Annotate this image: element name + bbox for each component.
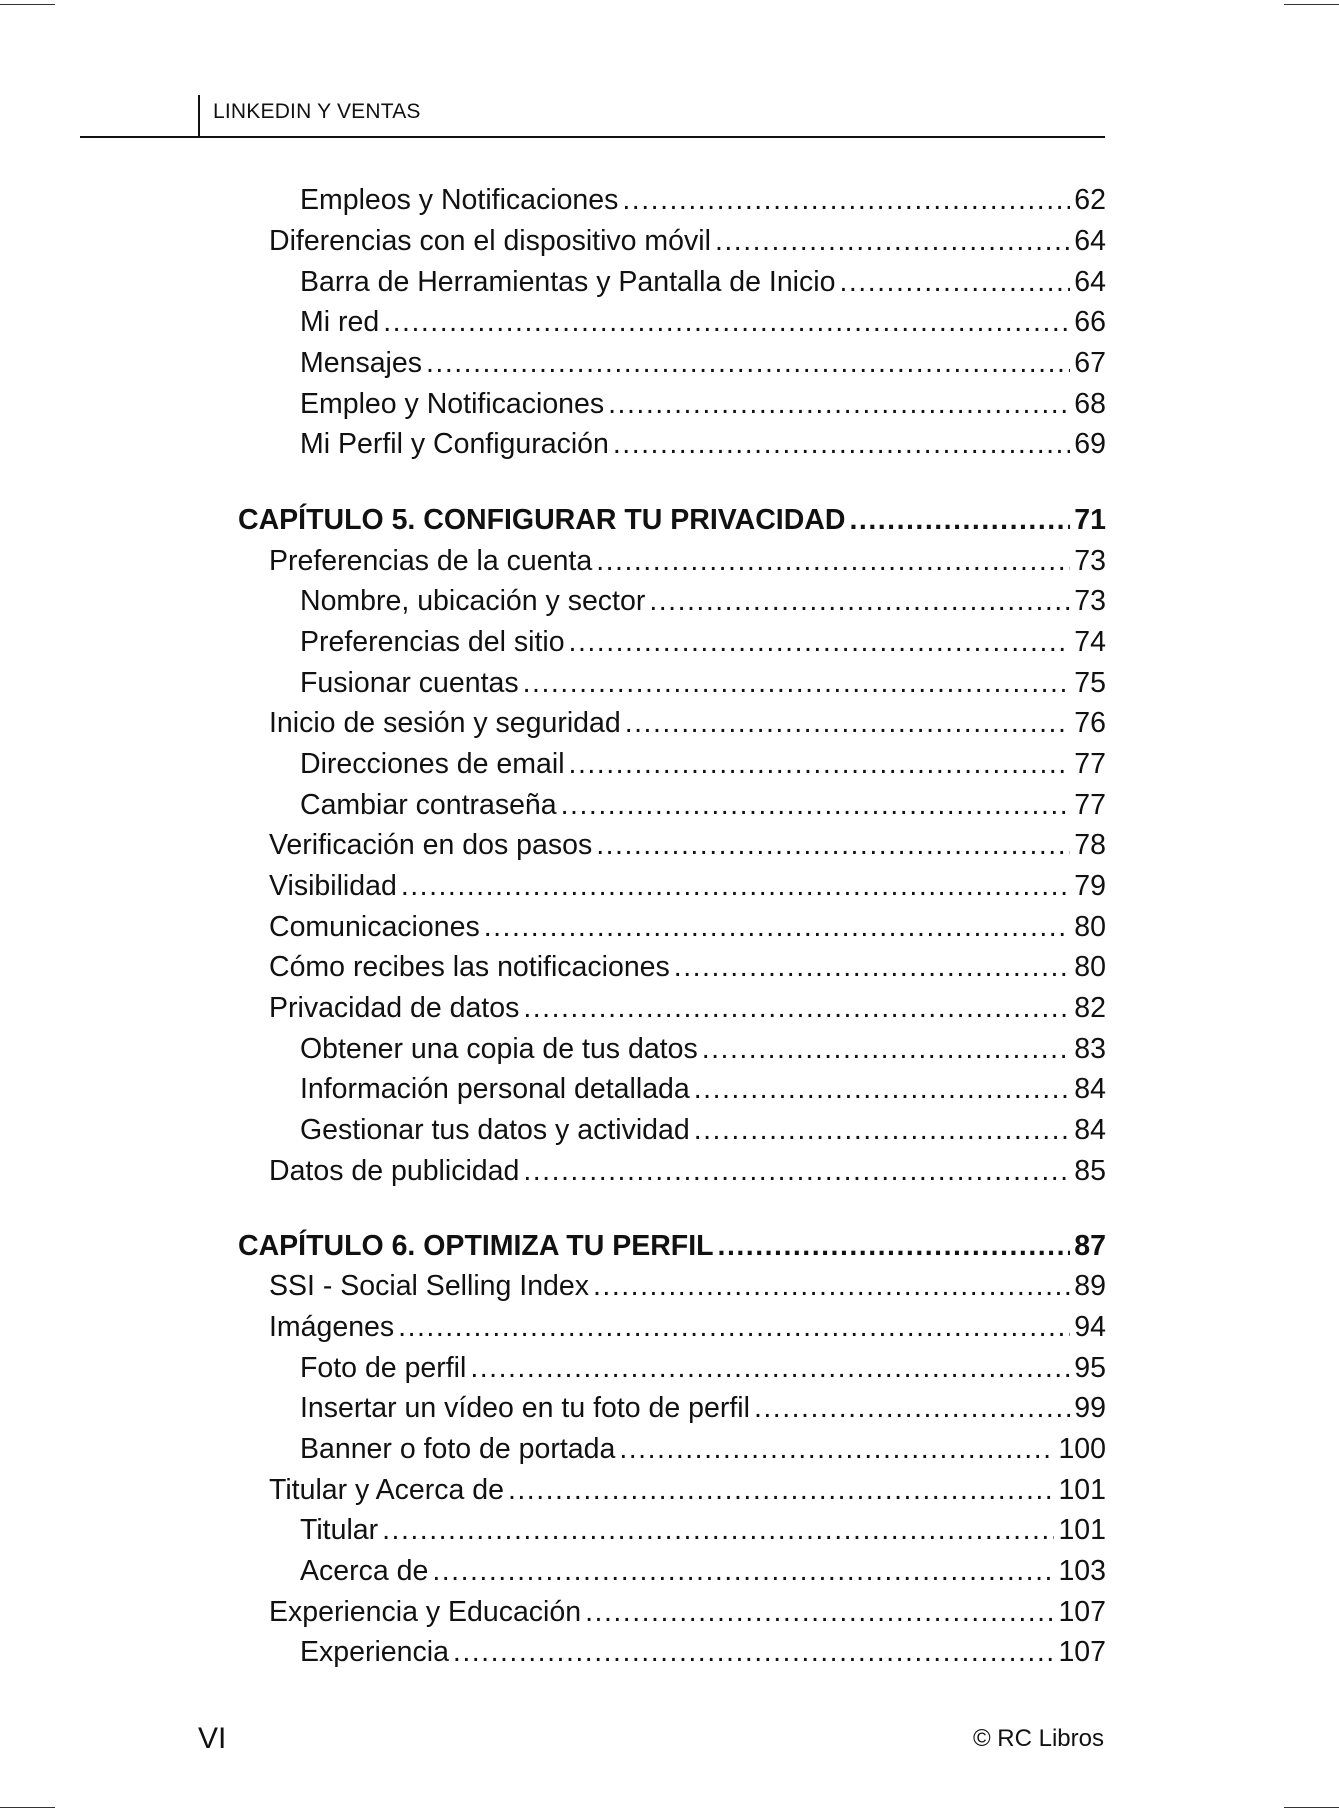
toc-entry-page: 107 <box>1058 1596 1106 1628</box>
toc-leader-dots <box>426 343 1070 383</box>
toc-entry <box>300 1510 1106 1550</box>
toc-leader-dots <box>613 424 1070 464</box>
toc-leader-dots <box>596 825 1070 865</box>
toc-entry <box>269 1307 1106 1347</box>
toc-entry <box>300 1348 1106 1388</box>
toc-entry-title: Mi Perfil y Configuración <box>300 428 609 460</box>
toc-entry-page: 73 <box>1074 585 1106 617</box>
toc-entry-page: 77 <box>1074 748 1106 780</box>
toc-entry-title: Empleo y Notificaciones <box>300 388 605 420</box>
toc-entry-page: 68 <box>1074 388 1106 420</box>
toc-leader-dots <box>754 1388 1070 1428</box>
toc-leader-dots <box>674 947 1071 987</box>
toc-entry <box>300 785 1106 825</box>
toc-entry <box>300 262 1106 302</box>
toc-leader-dots <box>585 1592 1054 1632</box>
toc-leader-dots <box>453 1632 1055 1672</box>
toc-entry <box>300 1069 1106 1109</box>
toc-entry <box>269 988 1106 1028</box>
crop-mark-bottom-right <box>1284 1807 1339 1808</box>
toc-entry-page: 101 <box>1058 1474 1106 1506</box>
toc-leader-dots <box>470 1348 1070 1388</box>
toc-entry <box>269 1470 1106 1510</box>
toc-entry <box>269 866 1106 906</box>
toc-entry-title: Diferencias con el dispositivo móvil <box>269 225 711 257</box>
toc-entry-page: 77 <box>1074 789 1106 821</box>
toc-leader-dots <box>484 907 1071 947</box>
toc-entry-page: 78 <box>1074 829 1106 861</box>
toc-entry-title: Barra de Herramientas y Pantalla de Inicio <box>300 266 836 298</box>
toc-leader-dots <box>523 663 1071 703</box>
toc-leader-dots <box>401 866 1070 906</box>
toc-entry-page: 80 <box>1074 951 1106 983</box>
toc-entry-title: Cómo recibes las notificaciones <box>269 951 670 983</box>
toc-entry-title: Preferencias del sitio <box>300 626 565 658</box>
publisher-credit: © RC Libros <box>972 1725 1104 1752</box>
toc-entry-title: Titular <box>300 1514 379 1546</box>
toc-leader-dots <box>569 744 1071 784</box>
toc-leader-dots <box>593 1266 1070 1306</box>
toc-entry-title: Empleos y Notificaciones <box>300 184 619 216</box>
toc-entry-page: 76 <box>1074 707 1106 739</box>
toc-entry-title: Acerca de <box>300 1555 429 1587</box>
toc-entry-page: 107 <box>1058 1636 1106 1668</box>
toc-entry <box>300 180 1106 220</box>
toc-entry-title: Banner o foto de portada <box>300 1433 616 1465</box>
toc-entry-page: 67 <box>1074 347 1106 379</box>
toc-entry <box>300 622 1106 662</box>
toc-leader-dots <box>694 1110 1071 1150</box>
toc-entry-page: 64 <box>1074 225 1106 257</box>
page-folio: VI <box>198 1722 227 1755</box>
toc-entry-page: 80 <box>1074 911 1106 943</box>
toc-entry <box>300 1551 1106 1591</box>
toc-entry-title: Nombre, ubicación y sector <box>300 585 646 617</box>
toc-leader-dots <box>649 581 1070 621</box>
toc-entry-page: 99 <box>1074 1392 1106 1424</box>
toc-entry-title: Privacidad de datos <box>269 992 520 1024</box>
toc-entry-title: Insertar un vídeo en tu foto de perfil <box>300 1392 750 1424</box>
crop-mark-bottom-left <box>0 1807 55 1808</box>
toc-entry-page: 84 <box>1074 1073 1106 1105</box>
toc-entry-page: 71 <box>1074 504 1106 536</box>
toc-entry-page: 84 <box>1074 1114 1106 1146</box>
toc-entry-page: 69 <box>1074 428 1106 460</box>
toc-entry-page: 89 <box>1074 1270 1106 1302</box>
toc-leader-dots <box>715 221 1070 261</box>
toc-entry-title: Experiencia y Educación <box>269 1596 582 1628</box>
toc-chapter-entry <box>238 1226 1106 1266</box>
toc-entry <box>269 221 1106 261</box>
toc-entry-page: 85 <box>1074 1155 1106 1187</box>
toc-leader-dots <box>523 1151 1070 1191</box>
toc-entry <box>269 907 1106 947</box>
toc-entry-page: 62 <box>1074 184 1106 216</box>
toc-entry-title: Verificación en dos pasos <box>269 829 593 861</box>
toc-entry-page: 83 <box>1074 1033 1106 1065</box>
toc-entry-title: Experiencia <box>300 1636 449 1668</box>
toc-entry-page: 66 <box>1074 306 1106 338</box>
toc-entry <box>300 302 1106 342</box>
toc-entry-title: Preferencias de la cuenta <box>269 545 593 577</box>
toc-entry-title: Titular y Acerca de <box>269 1474 504 1506</box>
toc-leader-dots <box>608 384 1070 424</box>
toc-leader-dots <box>596 541 1070 581</box>
toc-entry-page: 101 <box>1058 1514 1106 1546</box>
toc-entry-title: CAPÍTULO 6. OPTIMIZA TU PERFIL <box>238 1230 714 1262</box>
toc-leader-dots <box>849 500 1070 540</box>
toc-leader-dots <box>569 622 1071 662</box>
toc-entry-title: Mi red <box>300 306 380 338</box>
toc-entry-title: Foto de perfil <box>300 1352 467 1384</box>
toc-leader-dots <box>718 1226 1071 1266</box>
toc-leader-dots <box>702 1029 1071 1069</box>
toc-leader-dots <box>622 180 1070 220</box>
toc-entry-page: 103 <box>1058 1555 1106 1587</box>
toc-entry-title: Visibilidad <box>269 870 397 902</box>
toc-entry <box>300 384 1106 424</box>
toc-entry <box>300 1029 1106 1069</box>
toc-leader-dots <box>508 1470 1054 1510</box>
toc-leader-dots <box>398 1307 1070 1347</box>
toc-entry-title: Cambiar contraseña <box>300 789 557 821</box>
toc-entry <box>300 343 1106 383</box>
toc-entry-title: Comunicaciones <box>269 911 480 943</box>
toc-entry-title: Información personal detallada <box>300 1073 690 1105</box>
toc-entry-page: 75 <box>1074 667 1106 699</box>
toc-chapter-entry <box>238 500 1106 540</box>
toc-entry <box>300 1388 1106 1428</box>
toc-leader-dots <box>839 262 1070 302</box>
toc-leader-dots <box>432 1551 1054 1591</box>
toc-entry-title: Mensajes <box>300 347 422 379</box>
toc-entry <box>300 1429 1106 1469</box>
toc-entry-title: CAPÍTULO 5. CONFIGURAR TU PRIVACIDAD <box>238 504 846 536</box>
toc-entry <box>300 1632 1106 1672</box>
toc-leader-dots <box>561 785 1071 825</box>
toc-entry <box>269 947 1106 987</box>
toc-entry-title: Fusionar cuentas <box>300 667 519 699</box>
toc-entry-title: Direcciones de email <box>300 748 565 780</box>
toc-leader-dots <box>694 1069 1071 1109</box>
toc-entry <box>300 581 1106 621</box>
toc-entry <box>300 744 1106 784</box>
toc-leader-dots <box>382 1510 1054 1550</box>
toc-entry <box>269 703 1106 743</box>
toc-entry-page: 100 <box>1058 1433 1106 1465</box>
toc-entry-title: Imágenes <box>269 1311 395 1343</box>
running-head: LINKEDIN Y VENTAS <box>213 100 421 123</box>
toc-entry-title: Obtener una copia de tus datos <box>300 1033 698 1065</box>
toc-entry-page: 79 <box>1074 870 1106 902</box>
toc-entry-page: 95 <box>1074 1352 1106 1384</box>
toc-leader-dots <box>619 1429 1054 1469</box>
toc-entry <box>300 1110 1106 1150</box>
toc-entry-title: Datos de publicidad <box>269 1155 520 1187</box>
toc-entry-title: Gestionar tus datos y actividad <box>300 1114 690 1146</box>
toc-entry <box>300 424 1106 464</box>
toc-entry-title: Inicio de sesión y seguridad <box>269 707 621 739</box>
toc-entry-page: 64 <box>1074 266 1106 298</box>
toc-leader-dots <box>383 302 1070 342</box>
toc-leader-dots <box>523 988 1070 1028</box>
toc-entry-page: 74 <box>1074 626 1106 658</box>
toc-entry-title: SSI - Social Selling Index <box>269 1270 589 1302</box>
toc-entry <box>269 825 1106 865</box>
toc-entry <box>269 541 1106 581</box>
toc-entry <box>300 663 1106 703</box>
toc-entry-page: 73 <box>1074 545 1106 577</box>
toc-leader-dots <box>625 703 1071 743</box>
toc-entry-page: 87 <box>1074 1230 1106 1262</box>
toc-entry <box>269 1266 1106 1306</box>
toc-entry-page: 94 <box>1074 1311 1106 1343</box>
toc-entry <box>269 1592 1106 1632</box>
toc-entry-page: 82 <box>1074 992 1106 1024</box>
toc-entry <box>269 1151 1106 1191</box>
